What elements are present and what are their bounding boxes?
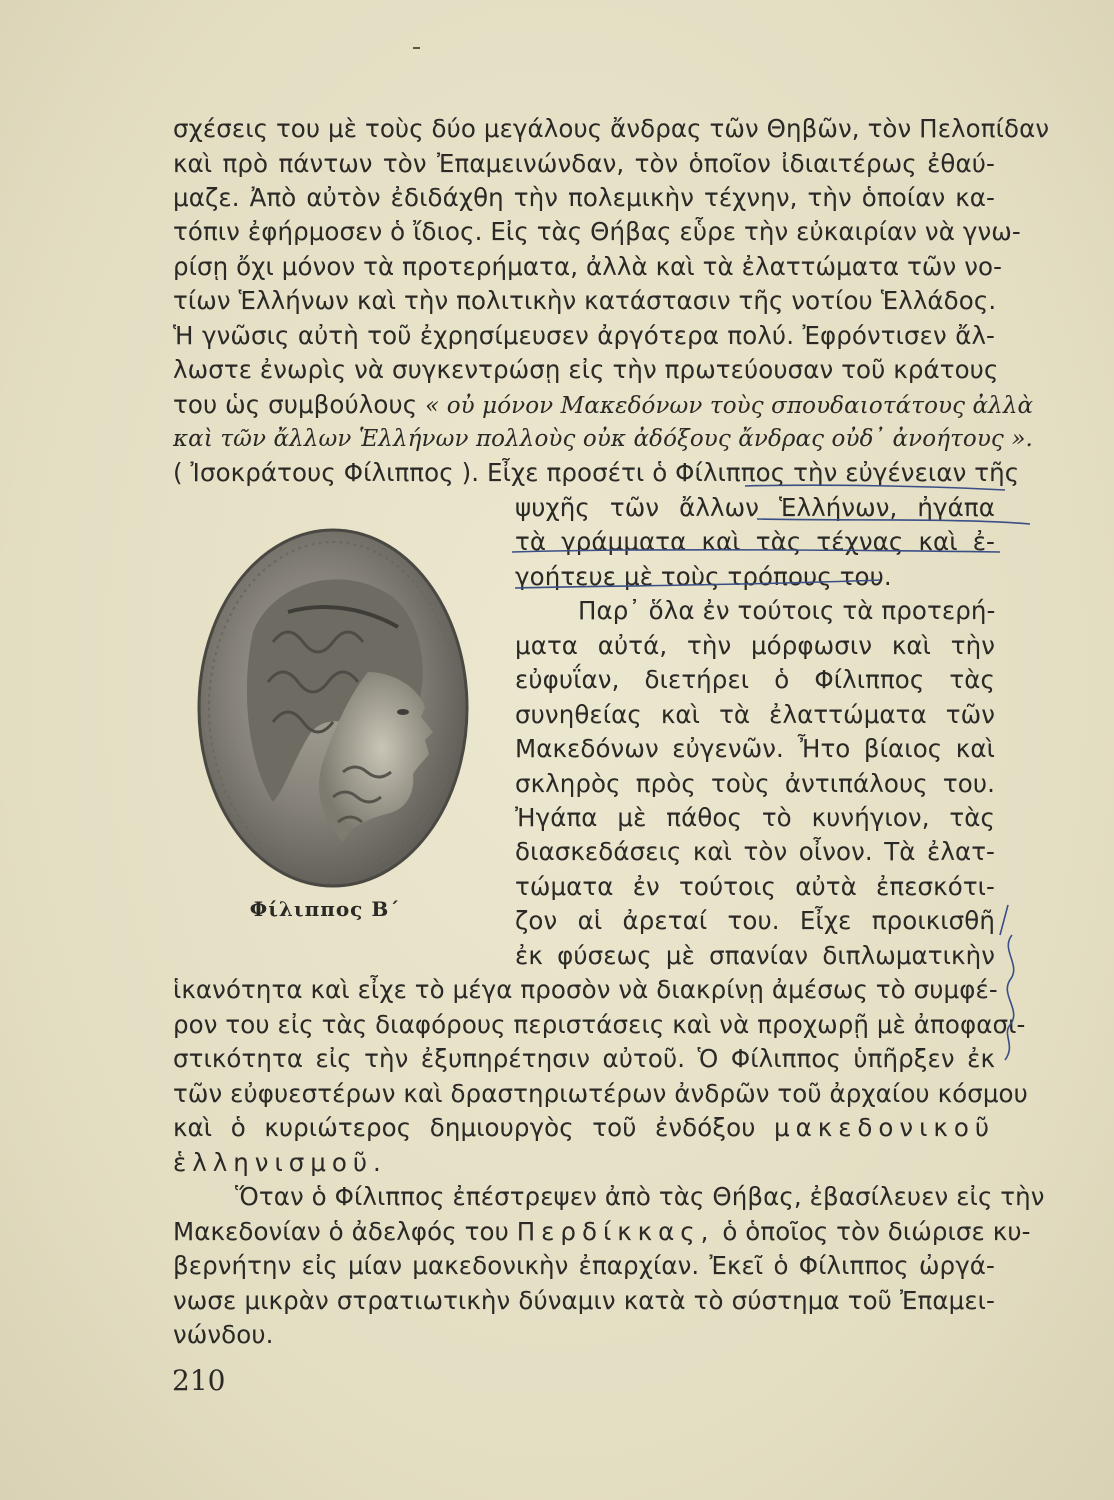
text-line: νωσε μικρὰν στρατιωτικὴν δύναμιν κατὰ τὸ σύστημα τοῦ Ἐπαμει- [173, 1286, 995, 1315]
text-line: Ὅταν ὁ Φίλιππος ἐπέστρεψεν ἀπὸ τὰς Θήβας, ἐβασίλευεν εἰς τὴν [235, 1182, 1045, 1211]
text-line: σχέσεις του μὲ τοὺς δύο μεγάλους ἄνδρας τῶν Θηβῶν, τὸν Πελοπίδαν [173, 114, 1050, 143]
coin-portrait-icon [193, 522, 473, 894]
text-line: λωστε ἐνωρὶς νὰ συγκεντρώσῃ εἰς τὴν πρωτεύουσαν τοῦ κράτους [173, 355, 999, 384]
text-line: ματα αὐτά, τὴν μόρφωσιν καὶ τὴν [515, 631, 995, 660]
text-line: σκληρὸς πρὸς τοὺς ἀντιπάλους του. [515, 769, 995, 798]
quote-text: « οὐ μόνον Μακεδόνων τοὺς σπουδαιοτάτους ἀλλὰ [425, 393, 1034, 419]
text-fragment: καὶ ὁ κυριώτερος δημιουργὸς τοῦ ἐνδόξου [173, 1113, 756, 1142]
text-line: ρον του εἰς τὰς διαφόρους περιστάσεις καὶ νὰ προχωρῇ μὲ ἀποφασι- [173, 1010, 1026, 1039]
text-fragment: ὁ ὁποῖος τὸν διώρισε κυ- [722, 1217, 1031, 1246]
emphasized-word: μακεδονικοῦ [774, 1113, 995, 1142]
text-line: ζον αἱ ἀρεταί του. Εἶχε προικισθῆ [515, 906, 995, 935]
quote-line [173, 388, 1034, 423]
quote-text: καὶ τῶν ἄλλων Ἑλλήνων πολλοὺς οὐκ ἀδόξους ἄνδρας οὐδ᾽ ἀνοήτους ». [173, 426, 1033, 452]
text-line: ἱκανότητα καὶ εἶχε τὸ μέγα προσὸν νὰ διακρίνῃ ἀμέσως τὸ συμφέ- [173, 975, 998, 1004]
text-line: ρίσῃ ὄχι μόνον τὰ προτερήματα, ἀλλὰ καὶ τὰ ἐλαττώματα τῶν νο- [173, 252, 1003, 281]
text-line: διασκεδάσεις καὶ τὸν οἶνον. Τὰ ἐλατ- [515, 837, 995, 866]
text-line: τίων Ἑλλήνων καὶ τὴν πολιτικὴν κατάστασιν τῆς νοτίου Ἑλλάδος. [173, 286, 997, 315]
text-line: τῶν εὐφυεστέρων καὶ δραστηριωτέρων ἀνδρῶν τοῦ ἀρχαίου κόσμου [173, 1079, 1028, 1108]
page-number: 210 [172, 1364, 226, 1397]
text-line: τώματα ἐν τούτοις αὐτὰ ἐπεσκότι- [515, 872, 995, 901]
text-line [173, 1111, 995, 1145]
text-line: συνηθείας καὶ τὰ ἐλαττώματα τῶν [515, 700, 995, 729]
text-line: ἐκ φύσεως μὲ σπανίαν διπλωματικὴν [515, 941, 995, 970]
text-line: μαζε. Ἀπὸ αὐτὸν ἐδιδάχθη τὴν πολεμικὴν τέχνην, τὴν ὁποίαν κα- [173, 183, 995, 212]
text-line: τόπιν ἐφήρμοσεν ὁ ἴδιος. Εἰς τὰς Θήβας εὗρε τὴν εὐκαιρίαν νὰ γνω- [173, 217, 1021, 246]
text-line: βερνήτην εἰς μίαν μακεδονικὴν ἐπαρχίαν. Ἐκεῖ ὁ Φίλιππος ὠργά- [173, 1251, 995, 1280]
text-line: Ἠγάπα μὲ πάθος τὸ κυνήγιον, τὰς [515, 803, 995, 832]
quote-intro: του ὡς συμβούλους [173, 390, 418, 419]
text-line: τὰ γράμματα καὶ τὰς τέχνας καὶ ἐ- [515, 527, 995, 556]
text-line: εὐφυΐαν, διετήρει ὁ Φίλιππος τὰς [515, 665, 995, 694]
text-line: Μακεδόνων εὐγενῶν. Ἦτο βίαιος καὶ [515, 734, 995, 763]
source-line: ( Ἰσοκράτους Φίλιππος ). Εἶχε προσέτι ὁ Φίλιππος τὴν εὐγένειαν τῆς [173, 458, 1020, 487]
text-line: Ἡ γνῶσις αὐτὴ τοῦ ἐχρησίμευσεν ἀργότερα πολύ. Ἐφρόντισεν ἄλ- [173, 321, 995, 350]
text-line: Παρ᾽ ὅλα ἐν τούτοις τὰ προτερή- [578, 596, 996, 625]
emphasized-word: ἑλληνισμοῦ. [173, 1148, 387, 1177]
text-line: καὶ πρὸ πάντων τὸν Ἐπαμεινώνδαν, τὸν ὁποῖον ἰδιαιτέρως ἐθαύ- [173, 149, 995, 178]
text-line [173, 1215, 1031, 1249]
text-line: ψυχῆς τῶν ἄλλων Ἑλλήνων, ἠγάπα [515, 493, 995, 522]
emphasized-word [173, 1146, 387, 1180]
emphasized-name: Περδίκκας, [516, 1217, 715, 1246]
text-line: γοήτευε μὲ τοὺς τρόπους του. [515, 562, 892, 591]
text-fragment: Μακεδονίαν ὁ ἀδελφός του [173, 1217, 509, 1246]
figure-caption: Φίλιππος Β΄ [249, 897, 401, 921]
text-line: νώνδου. [173, 1320, 274, 1349]
text-line: στικότητα εἰς τὴν ἐξυπηρέτησιν αὐτοῦ. Ὁ Φίλιππος ὑπῆρξεν ἐκ [173, 1044, 995, 1073]
